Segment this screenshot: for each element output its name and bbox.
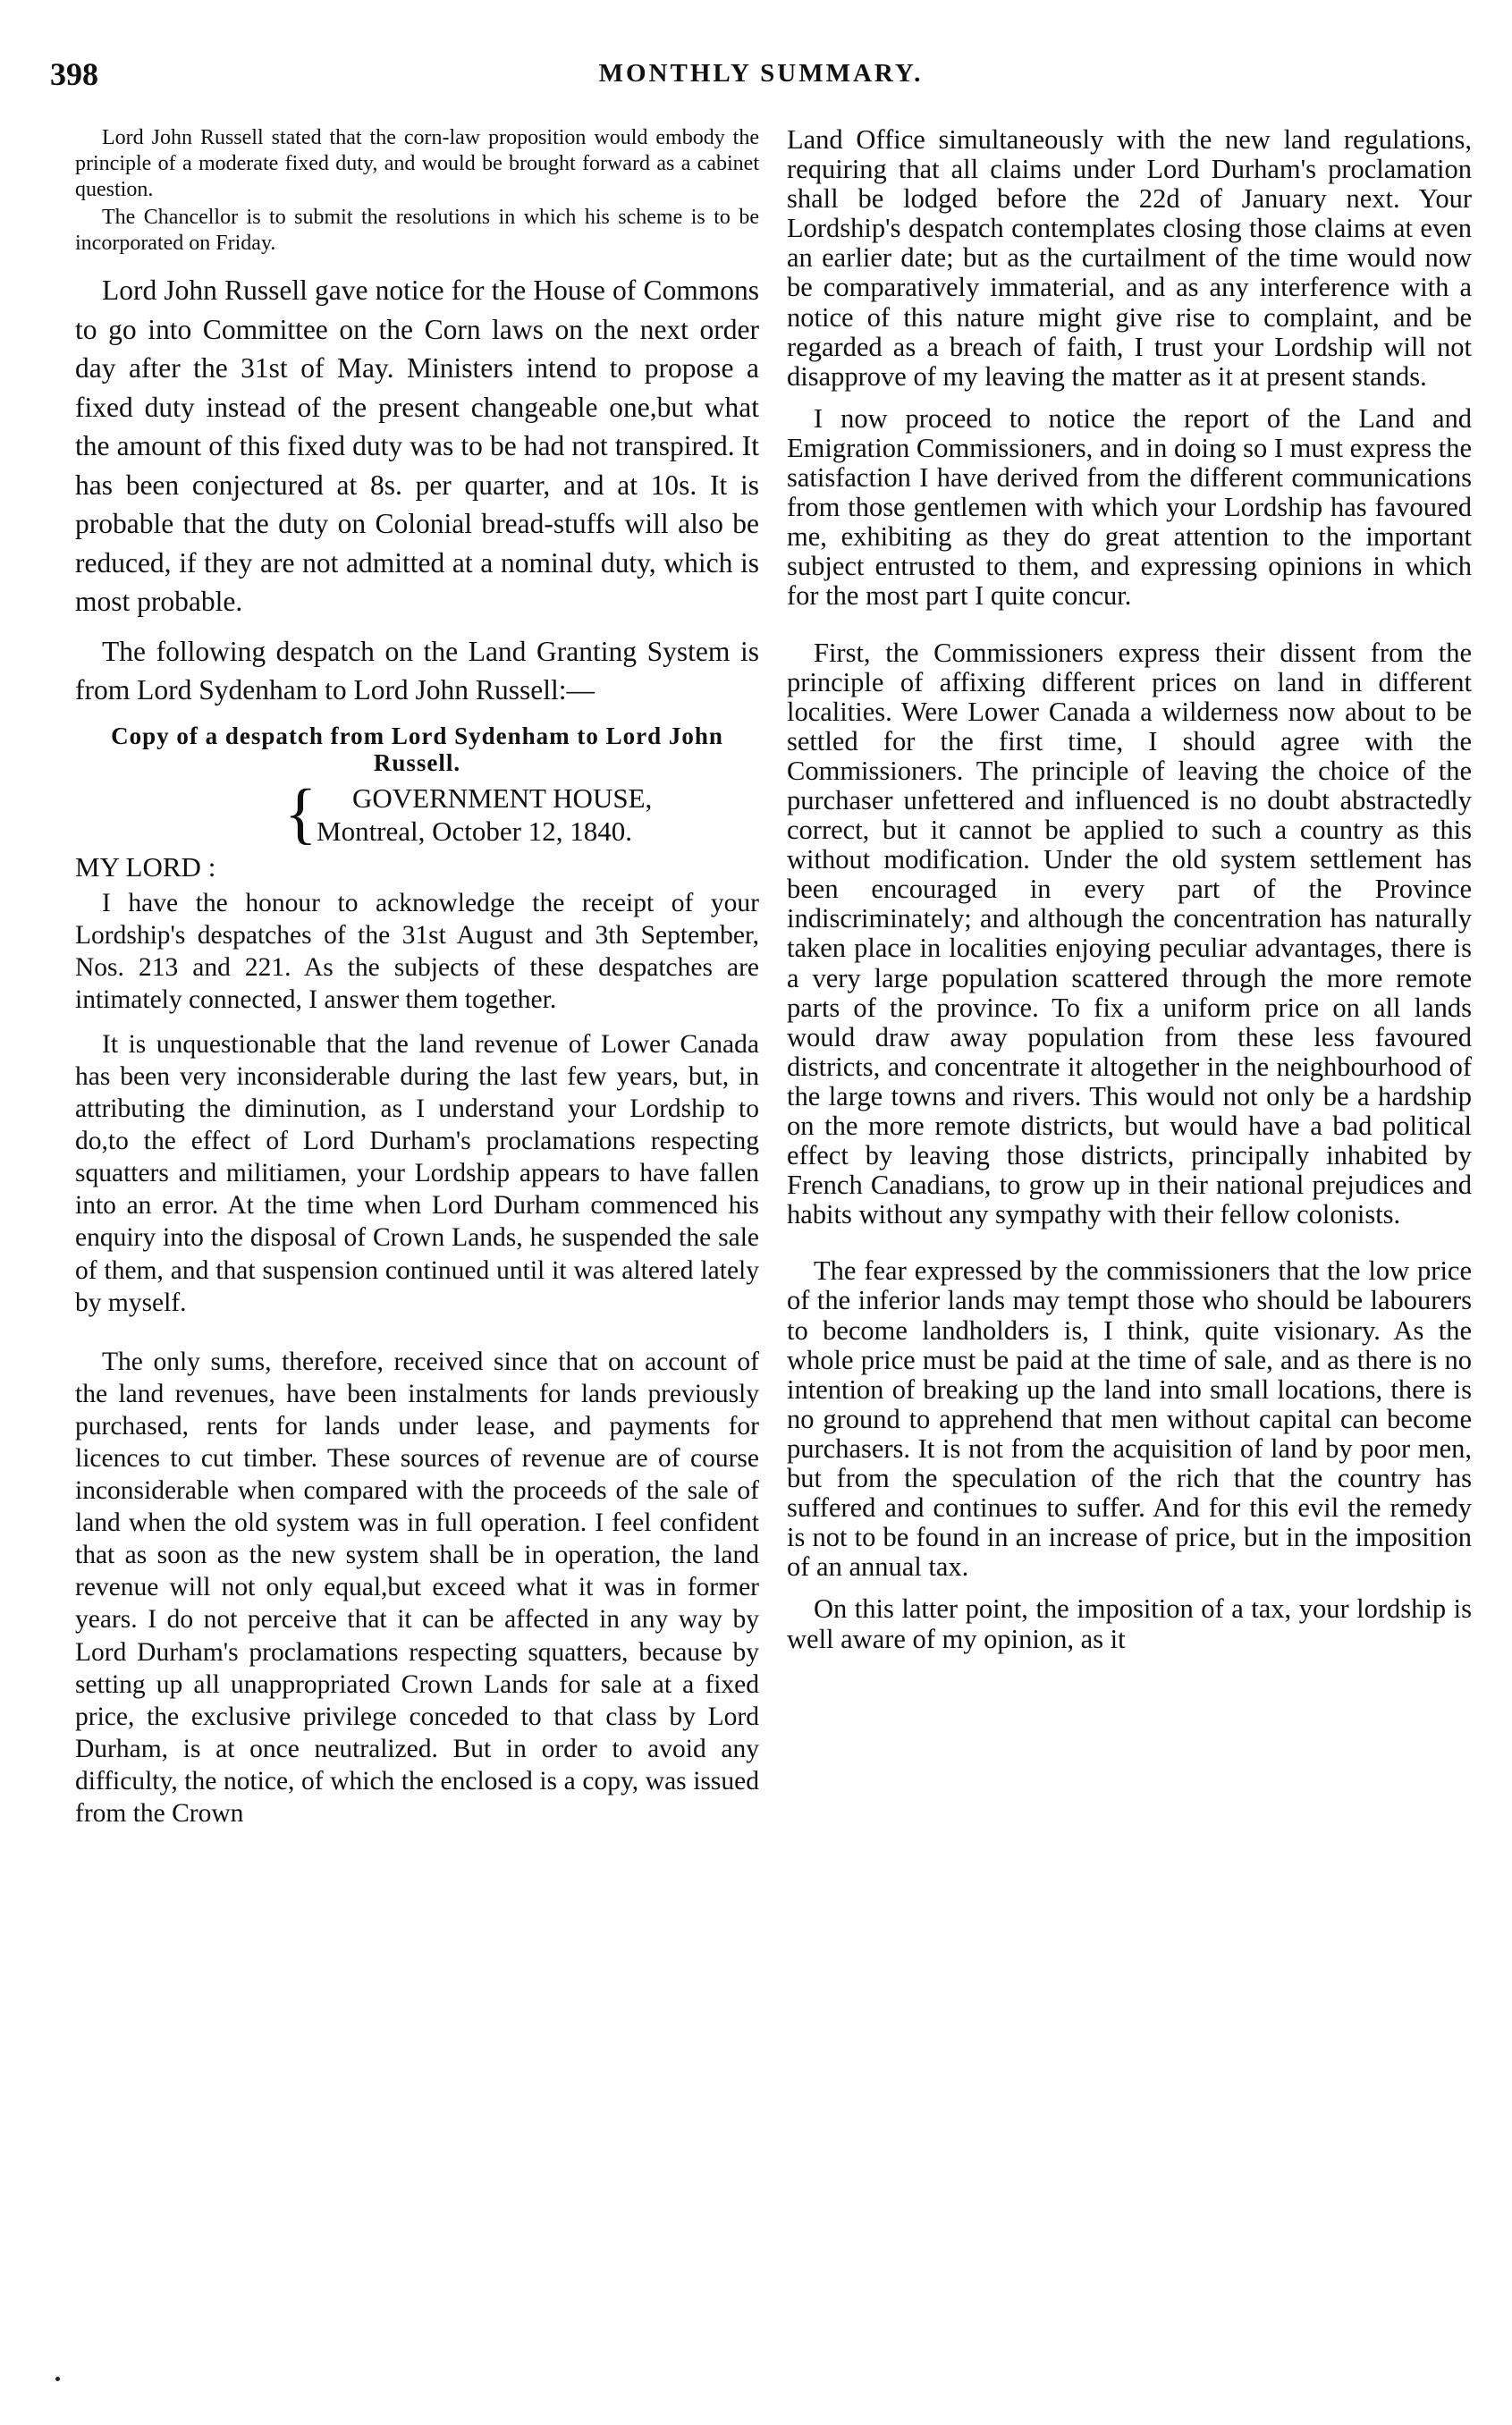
ink-speck — [55, 2377, 60, 2381]
salutation: MY LORD : — [75, 850, 216, 883]
despatch-title: Copy of a despatch from Lord Sydenham to Lord John Russell. — [111, 722, 723, 776]
paragraph: It is unquestionable that the land revenue of Lower Canada has been very inconsiderable during the last few years, but, in attributing the diminution, as I understand your Lordship to do,to the effect of Lord Durham's proclamations respecting squatters and militiamen, your Lordship appears to have fallen into an error. At the time when Lord Durham commenced his enquiry into the disposal of Crown Lands, he suspended the sale of them, and that suspension continued until it was altered lately by myself. — [75, 1029, 759, 1317]
page-number: 398 — [50, 56, 98, 92]
paragraph: The only sums, therefore, received since that on account of the land revenues, have been instalments for lands previously purchased, rents for lands under lease, and payments for licences to cut timber. These sources of revenue are of course inconsiderable when compared with the proceeds of the sale of land when the old system was in full operation. I feel confident that as soon as the new system shall be in operation, the land revenue will not only equal,but exceed what it was in former years. I do not perceive that it can be affected in any way by Lord Durham's proclamations respecting squatters, because by setting up all unappropriated Crown Lands for sale at a fixed price, the exclusive privilege conceded to that class by Lord Durham, is at once neutralized. But in order to avoid any difficulty, the notice, of which the enclosed is a copy, was issued from the Crown — [75, 1347, 759, 1829]
paragraph: On this latter point, the imposition of a tax, your lordship is well aware of my opinion, as it — [787, 1593, 1472, 1654]
running-title: MONTHLY SUMMARY. — [598, 59, 924, 88]
paragraph: Land Office simultaneously with the new land regulations, requiring that all claims under Lord Durham's proclamation shall be lodged before the 22d of January next. Your Lordship's despatch contemplates closing those claims at even an earlier date; but as the curtailment of the time would now be comparatively immaterial, and as any interference with a notice of this nature might give rise to complaint, and be regarded as a breach of faith, I trust your Lordship will not disapprove of my leaving the matter as it at present stands. — [787, 124, 1472, 392]
left-column — [75, 125, 759, 1829]
paragraph: The fear expressed by the commissioners that the low price of the inferior lands may tempt those who should be labourers to become landholders is, I think, quite visionary. As the whole price must be paid at the time of sale, and as there is no intention of breaking up the land into small locations, there is no ground to apprehend that men without capital can become purchasers. It is not from the acquisition of land by poor men, but from the speculation of the rich that the country has suffered and continues to suffer. And for this evil the remedy is not to be found in an increase of price, but in the imposition of an annual tax. — [787, 1255, 1472, 1583]
paragraph: First, the Commissioners express their dissent from the principle of affixing different prices on land in different localities. Were Lower Canada a wilderness now about to be settled for the first time, I should agree with the Commissioners. The principle of leaving the choice of the purchaser unfettered and influenced is no doubt abstractedly correct, but it cannot be applied to such a country as this without modification. Under the old system settlement has been encouraged in every part of the Province indiscriminately; and although the concentration has naturally taken place in localities enjoying peculiar advantages, there is a very large population scattered through the more remote parts of the province. To fix a uniform price on all lands would draw away population from these less favoured districts, and concentrate it altogether in the neighbourhood of the large towns and rivers. This would not only be a hardship on the more remote districts, but would have a bad political effect by leaving those districts, principally inhabited by French Canadians, to grow up in their national prejudices and habits without any sympathy with their fellow colonists. — [787, 637, 1472, 1230]
paragraph: Lord John Russell stated that the corn-law proposition would embody the principle of a moderate fixed duty, and would be brought forward as a cabinet question. — [75, 126, 759, 201]
paragraph: The following despatch on the Land Granting System is from Lord Sydenham to Lord John Russell:— — [75, 635, 759, 706]
paragraph: I now proceed to notice the report of the Land and Emigration Commissioners, and in doing so I must express the satisfaction I have derived from the different communications from those gentlemen with which your Lordship has favoured me, exhibiting as they do great attention to the important subject entrusted to them, and expressing opinions in which for the most part I quite concur. — [787, 402, 1472, 612]
page-header — [50, 55, 1472, 91]
brace-glyph: { — [284, 775, 317, 851]
address-line: GOVERNMENT HOUSE, — [352, 782, 653, 814]
address-line: Montreal, October 12, 1840. — [317, 815, 632, 847]
paragraph: The Chancellor is to submit the resolutions in which his scheme is to be incorporated on Friday. — [75, 206, 759, 255]
right-column — [787, 125, 1472, 1654]
paragraph: I have the honour to acknowledge the receipt of your Lordship's despatches of the 31st August and 3th September, Nos. 213 and 221. As the subjects of these despatches are intimately connected, I answer them together. — [75, 888, 759, 1014]
address-block — [284, 775, 759, 851]
paragraph: Lord John Russell gave notice for the House of Commons to go into Committee on the Corn laws on the next order day after the 31st of May. Ministers intend to propose a fixed duty instead of the present changeable one,but what the amount of this fixed duty was to be had not transpired. It has been conjectured at 8s. per quarter, and at 10s. It is probable that the duty on Colonial bread-stuffs will also be reduced, if they are not admitted at a nominal duty, which is most probable. — [75, 275, 759, 617]
